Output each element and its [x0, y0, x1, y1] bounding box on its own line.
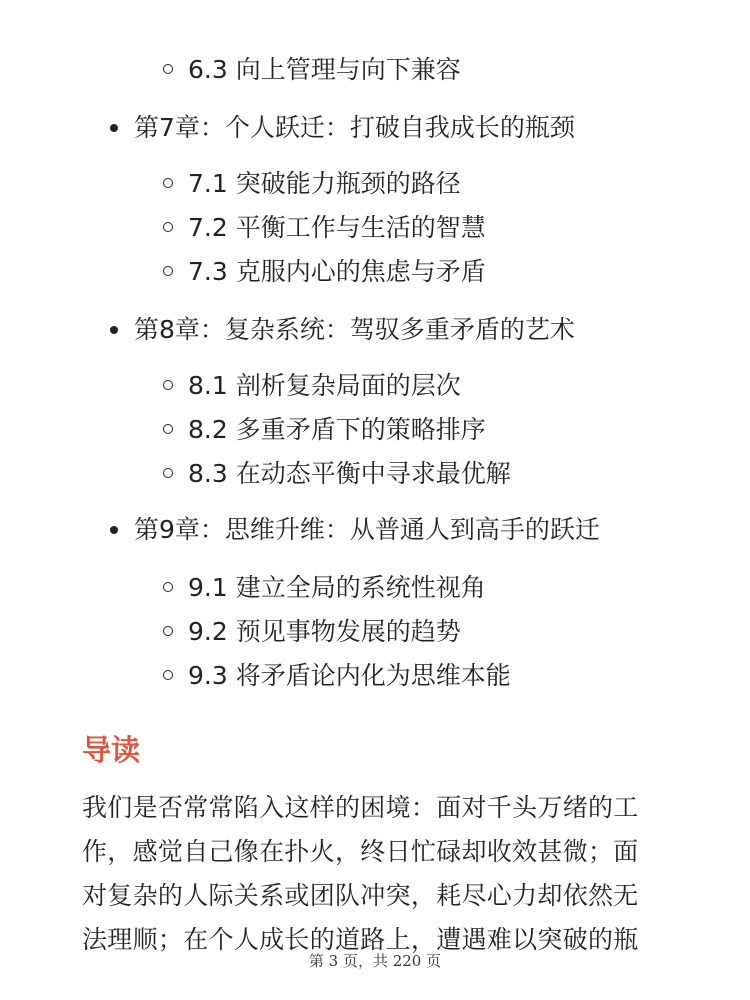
intro-line: 作，感觉自己像在扑火，终日忙碌却收效甚微；面 [82, 837, 639, 866]
toc-chapter-label: 第9章：思维升维：从普通人到高手的跃迁 [134, 515, 600, 544]
toc-section-label: 8.3 在动态平衡中寻求最优解 [188, 459, 511, 488]
hollow-bullet-icon [163, 222, 173, 232]
toc-section-8-1[interactable] [188, 368, 461, 404]
solid-bullet-icon [110, 326, 118, 334]
hollow-bullet-icon [163, 424, 173, 434]
intro-line: 对复杂的人际关系或团队冲突，耗尽心力却依然无 [82, 881, 639, 910]
hollow-bullet-icon [163, 670, 173, 680]
intro-paragraph [82, 786, 682, 962]
toc-section-label: 9.3 将矛盾论内化为思维本能 [188, 661, 511, 690]
hollow-bullet-icon [163, 468, 173, 478]
toc-section-8-2[interactable] [188, 412, 486, 448]
toc-chapter-7[interactable] [134, 110, 575, 146]
toc-chapter-8[interactable] [134, 312, 575, 348]
toc-section-label: 7.1 突破能力瓶颈的路径 [188, 169, 461, 198]
intro-heading: 导读 [82, 733, 141, 767]
toc-section-9-1[interactable] [188, 570, 486, 606]
toc-section-7-3[interactable] [188, 254, 486, 290]
hollow-bullet-icon [163, 178, 173, 188]
hollow-bullet-icon [163, 380, 173, 390]
toc-section-label: 8.1 剖析复杂局面的层次 [188, 371, 461, 400]
hollow-bullet-icon [163, 266, 173, 276]
hollow-bullet-icon [163, 626, 173, 636]
hollow-bullet-icon [163, 582, 173, 592]
toc-section-9-2[interactable] [188, 614, 461, 650]
toc-chapter-9[interactable] [134, 512, 600, 548]
intro-line: 法理顺；在个人成长的道路上，遭遇难以突破的瓶 [82, 925, 639, 954]
toc-section-9-3[interactable] [188, 658, 511, 694]
toc-section-label: 7.2 平衡工作与生活的智慧 [188, 213, 486, 242]
solid-bullet-icon [110, 124, 118, 132]
toc-section-8-3[interactable] [188, 456, 511, 492]
toc-chapter-label: 第8章：复杂系统：驾驭多重矛盾的艺术 [134, 315, 575, 344]
toc-section-6-3[interactable] [188, 52, 461, 88]
toc-section-label: 9.1 建立全局的系统性视角 [188, 573, 486, 602]
toc-section-label: 9.2 预见事物发展的趋势 [188, 617, 461, 646]
hollow-bullet-icon [163, 64, 173, 74]
toc-section-7-1[interactable] [188, 166, 461, 202]
toc-section-7-2[interactable] [188, 210, 486, 246]
page-indicator: 第 3 页，共 220 页 [308, 952, 442, 970]
toc-section-label: 6.3 向上管理与向下兼容 [188, 55, 461, 84]
toc-section-label: 8.2 多重矛盾下的策略排序 [188, 415, 486, 444]
intro-line: 我们是否常常陷入这样的困境：面对千头万绪的工 [82, 793, 639, 822]
toc-section-label: 7.3 克服内心的焦虑与矛盾 [188, 257, 486, 286]
solid-bullet-icon [110, 526, 118, 534]
toc-chapter-label: 第7章：个人跃迁：打破自我成长的瓶颈 [134, 113, 575, 142]
